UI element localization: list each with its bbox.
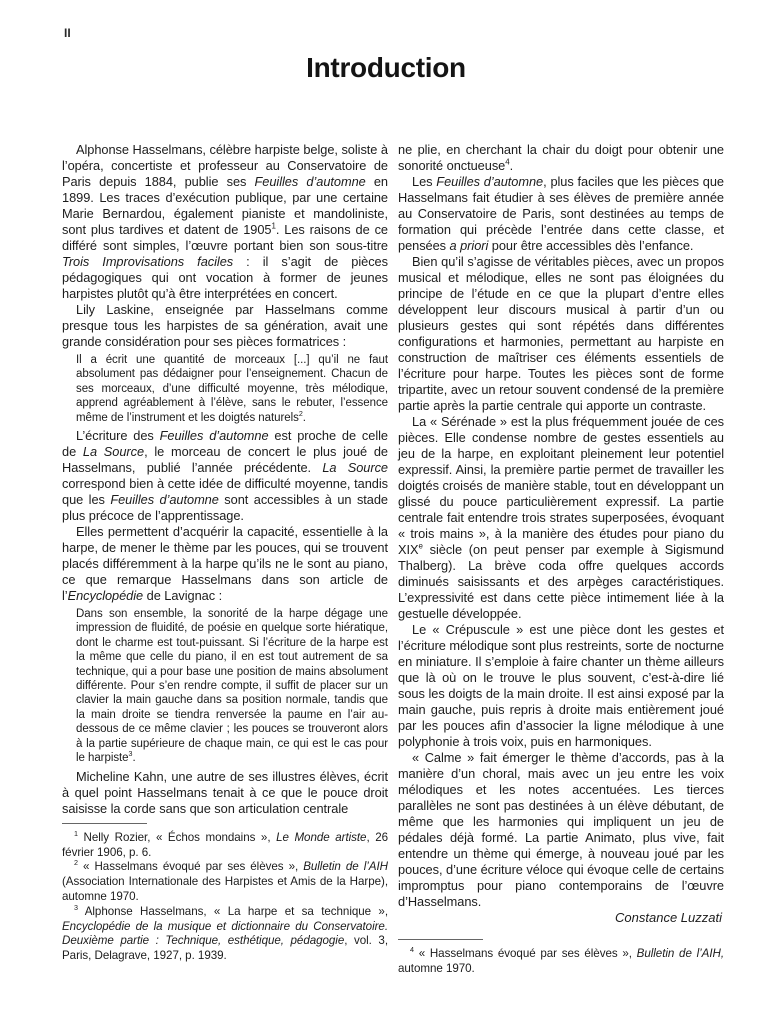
left-footnotes-area (62, 823, 388, 964)
right-column-text (398, 142, 724, 910)
paragraph: ne plie, en cherchant la chair du doigt pour obtenir une sonorité onctueuse$^4$. (398, 142, 724, 173)
footnote: $^1$ Nelly Rozier, « Échos mondains », Le Monde artiste, 26 février 1906, p. 6. (62, 828, 388, 859)
paragraph: Le « Crépuscule » est une pièce dont les gestes et l’écriture mélodique sont plus restreints, sorte de nocturne en miniature. Il s’emploie à faire chanter un thème ailleurs que là où on le trouve le plus souvent, c’est-à-dire lié sous les doigts de la main droite. Il est ainsi exposé par la main gauche, puis repris à droite mais entièrement joué par les pouces afin d’associer la ligne mélodique à une polyphonie à trois voix, puis en harmoniques. (398, 622, 724, 749)
page-title: Introduction (306, 52, 466, 83)
footnote-marker: 1 (271, 221, 276, 231)
paragraph: Elles permettent d’acquérir la capacité, essentielle à la harpe, de mener le thème par les pouces, qui se trouvent placés différemment à la harpe qu’ils ne le sont au piano, ce que remarque Hasselmans dans son article de l’Encyclopédie de Lavignac : (62, 524, 388, 604)
footnote-marker: 4 (410, 945, 414, 955)
right-footnotes (398, 947, 724, 977)
footnote-marker: 1 (74, 828, 78, 838)
paragraph: Bien qu’il s’agisse de véritables pièces, avec un propos musical et mélodique, elles ne sont pas éloignées du principe de l’étude en ce que la plupart d’entre elles développent leur discours musical à partir d’un ou plusieurs gestes qui sont répétés dans différentes configurations et harmonies, permettant au harpiste en construction de maîtriser ces éléments essentiels de l’écriture pour harpe. Toutes les pièces sont de forme tripartite, avec un retour souvent condensé de la première partie après la partie centrale qui apporte un contraste. (398, 254, 724, 413)
author-signature: Constance Luzzati (615, 910, 722, 925)
block-quote: Dans son ensemble, la sonorité de la harpe dégage une impression de fluidité, de poésie en quelque sorte hiératique, dont le charme est tout-puissant. Si l’écriture de la harpe est la même que celle du piano, il en est tout autrement de sa technique, qui a pour base une position de mains absolument différente. Pour s’en rendre compte, il suffit de placer sur un clavier la main gauche dans sa position normale, tandis que la main droite se tiendra renversée la paume en l’air au-dessous de ce même clavier ; les pouces se trouveront alors à la partie supérieure de chaque main, ce qui est le cas pour le harpiste$^3$. (76, 608, 388, 765)
right-column (398, 142, 724, 975)
page-number: II (64, 26, 71, 40)
paragraph: Les Feuilles d’automne, plus faciles que les pièces que Hasselmans fait étudier à ses élèves de première année au Conservatoire de Paris, sont destinées au temps de formation qui précède l’entrée dans cette classe, et pensées a priori pour être accessibles dès l’enfance. (398, 174, 724, 253)
paragraph: La « Sérénade » est la plus fréquemment jouée de ces pièces. Elle condense nombre de gestes essentiels au jeu de la harpe, en exploitant pleinement leur potentiel expressif. Ainsi, la première partie permet de travailler les doigtés croisés de manière stable, tout en développant un glissé du pouce particulièrement expressif. La partie centrale fait entendre trois strates superposées, évoquant « trois mains », à la manière des études pour piano du XIXe siècle (on peut penser par exemple à Sigismund Thalberg). La brève coda offre quelques accords diminués saisissants et des arpèges caractéristiques. L’expressivité est dans cette pièce intimement liée à la gestuelle développée. (398, 414, 724, 621)
paragraph: L’écriture des Feuilles d’automne est proche de celle de La Source, le morceau de concert le plus joué de Hasselmans, publié l’année précédente. La Source correspond bien à cette idée de difficulté moyenne, tandis que les Feuilles d’automne sont accessibles à un stade plus précoce de l’apprentissage. (62, 428, 389, 524)
two-column-layout (62, 142, 724, 975)
paragraph: Alphonse Hasselmans, célèbre harpiste belge, soliste à l’opéra, concertiste et professeur au Conservatoire de Paris depuis 1884, publie ses Feuilles d’automne en 1899. Les traces d’exécution publique, par une certaine Marie Bernardou, également pianiste et mandoliniste, sont plus tardives et datent de 1905$^1$. Les raisons de ce différé sont simples, l’œuvre portant bien son sous-titre Trois Improvisations faciles : il s’agit de pièces pédagogiques qui ont vocation à former de jeunes harpistes plutôt qu’à être interprétées en concert. (62, 142, 389, 301)
block-quote: Il a écrit une quantité de morceaux [...] qu’il ne faut absolument pas dédaigner pour l’enseignement. Chacun de ses morceaux, d’une difficulté moyenne, très mélodique, apprend agréablement à l’élève, sans le rebuter, l’essence même de l’instrument et les doigtés naturels$^2$. (76, 354, 388, 424)
footnote-marker: 2 (298, 409, 303, 418)
paragraph: « Calme » fait émerger le thème d’accords, pas à la manière d’un choral, mais avec un jeu entre les voix mélodiques et les notes accentuées. Les tierces parallèles ne sont pas destinées à un élève débutant, de même que les harmonies qui impliquent un jeu de pédales déjà formé. La partie Animato, plus vive, fait entendre un thème qui émerge, à nouveau joué par les pouces, d’une écriture véloce qui évoque celle de certains impromptus pour piano contemporains de l’œuvre d’Hasselmans. (398, 750, 724, 909)
footnote-marker: 4 (505, 157, 510, 167)
left-column-text (62, 142, 388, 817)
footnote-separator (398, 939, 483, 940)
left-column (62, 142, 388, 964)
footnote: $^2$ « Hasselmans évoqué par ses élèves », Bulletin de l’AIH (Association Internationale des Harpistes et Amis de la Harpe), automne 1970. (62, 858, 388, 904)
paragraph: Micheline Kahn, une autre de ses illustres élèves, écrit à quel point Hasselmans tenait à ce que le pouce droit saisisse la corde sans que son articulation centrale (62, 768, 388, 816)
footnote: $^3$ Alphonse Hasselmans, « La harpe et sa technique », Encyclopédie de la musique et dictionnaire du Conservatoire. Deuxième partie : Technique, esthétique, pédagogie, vol. 3, Paris, Delagrave, 1927, p. 1939. (62, 902, 388, 963)
footnote-marker: 3 (128, 750, 133, 759)
footnote-marker: e (418, 541, 423, 551)
right-footnotes-area (398, 910, 724, 977)
left-footnotes (62, 828, 388, 964)
footnote-marker: 3 (74, 902, 78, 912)
footnote-marker: 2 (74, 858, 78, 868)
footnote-separator (62, 823, 147, 824)
paragraph: Lily Laskine, enseignée par Hasselmans comme presque tous les harpistes de sa génération, avait une grande considération pour ses pièces formatrices : (62, 302, 388, 349)
footnote: $^4$ « Hasselmans évoqué par ses élèves », Bulletin de l’AIH, automne 1970. (398, 945, 724, 975)
